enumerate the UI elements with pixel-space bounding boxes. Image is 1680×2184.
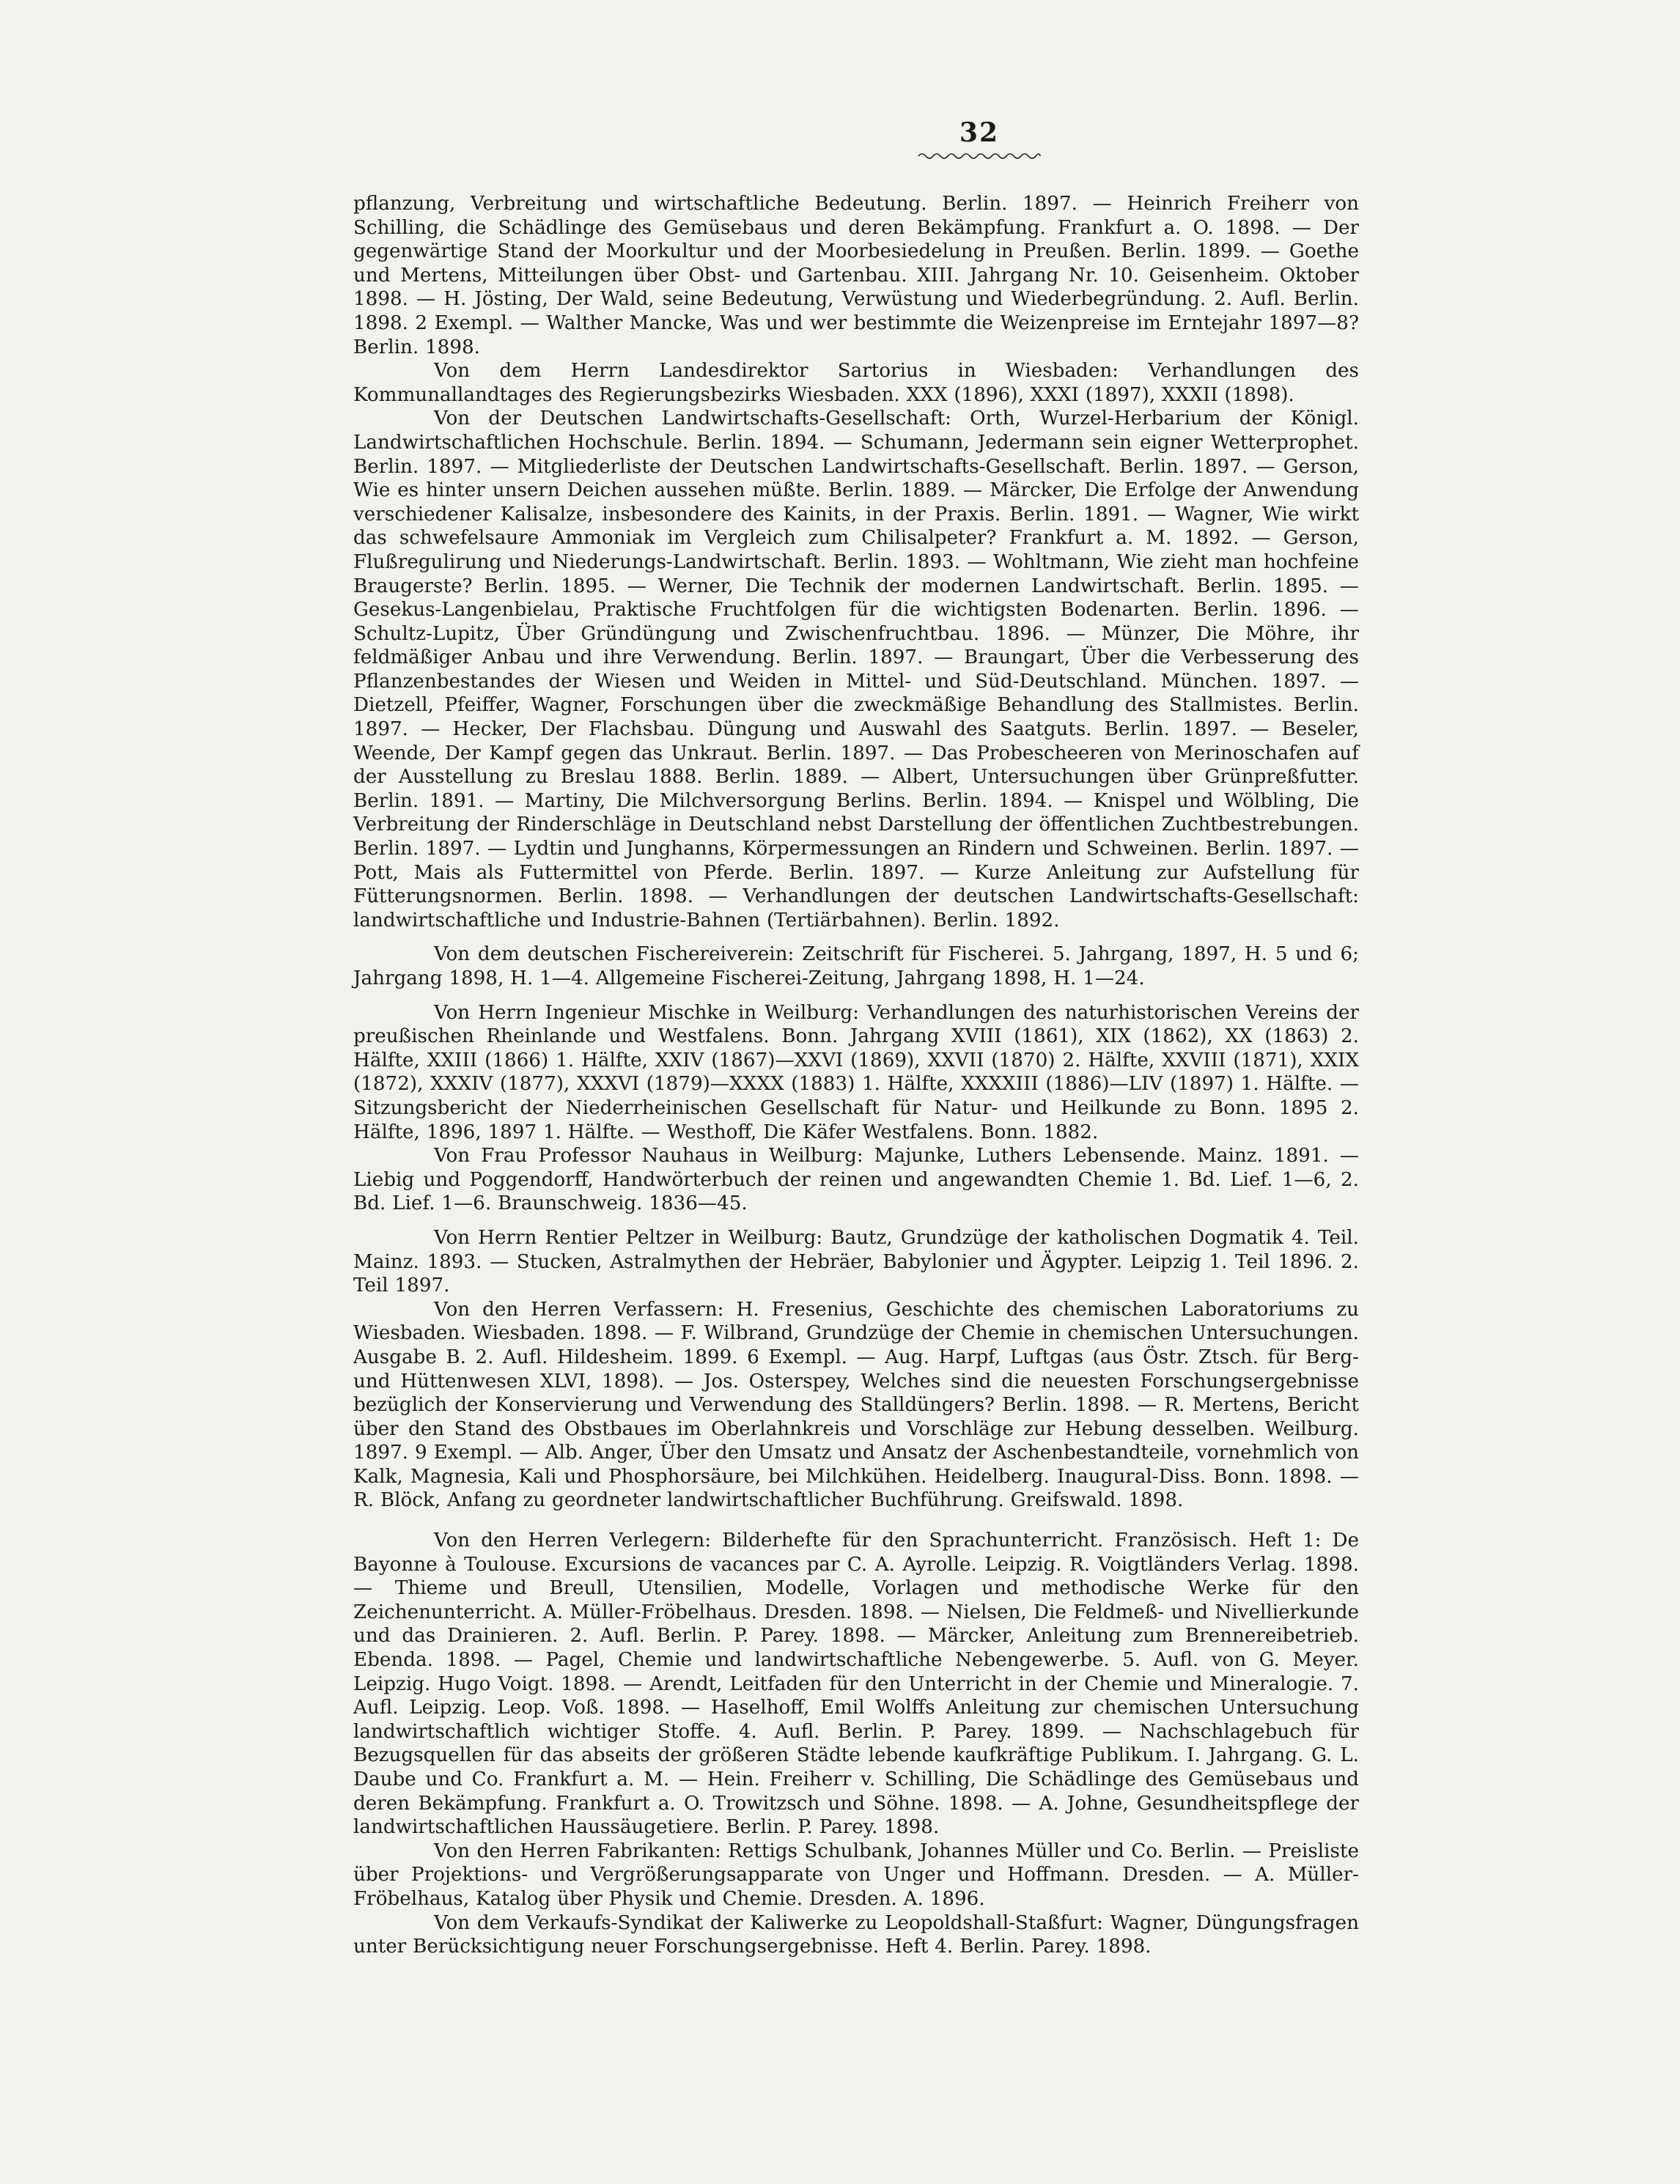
text-column [353, 192, 1359, 1959]
paragraph-text: Zeitschrift für Fischerei. 5. Jahrgang, 1897, H. 5 und 6; Jahrgang 1898, H. 1—4. Allgemeine Fischerei-Zeitung, Jahrgang 1898, H. 1—24. [353, 943, 1360, 989]
paragraph-text: Bautz, Grundzüge der katholischen Dogmatik 4. Teil. Mainz. 1893. — Stucken, Astralmythen der Hebräer, Babylonier und Ägypter. Leipzig 1. Teil 1896. 2. Teil 1897. [353, 1226, 1359, 1297]
page-header [906, 117, 1053, 161]
page-number: 32 [959, 117, 1000, 148]
paragraph-donation-peltzer [353, 1226, 1359, 1298]
donor-heading: Von Herrn Rentier Peltzer in Weilburg: [434, 1226, 831, 1249]
paragraph-text: H. Fresenius, Geschichte des chemischen Laboratoriums zu Wiesbaden. Wiesbaden. 1898. — F. Wilbrand, Grundzüge der Chemie in chemischen Untersuchungen. Ausgabe B. 2. Aufl. Hildesheim. 1899. 6 Exempl. — Aug. Harpf, Luftgas (aus Östr. Ztsch. für Berg- und Hüttenwesen XLVI, 1898). — Jos. Osterspey, Welches sind die neuesten Forschungsergebnisse bezüglich der Konservierung und Verwendung des Stalldüngers? Berlin. 1898. — R. Mertens, Bericht über den Stand des Obstbaues im Oberlahnkreis und Vorschläge zur Hebung desselben. Weilburg. 1897. 9 Exempl. — Alb. Anger, Über den Umsatz und Ansatz der Aschenbestandteile, vornehmlich von Kalk, Magnesia, Kali und Phosphorsäure, bei Milchkühen. Heidelberg. Inaugural-Diss. Bonn. 1898. — R. Blöck, Anfang zu geordneter landwirtschaftlicher Buchführung. Greifswald. 1898. [353, 1298, 1359, 1512]
donor-heading: Von der Deutschen Landwirtschafts-Gesellschaft: [434, 407, 970, 430]
paragraph-donation-verleger [353, 1529, 1359, 1840]
donor-heading: Von dem Verkaufs-Syndikat der Kaliwerke zu Leopoldshall-Staßfurt: [434, 1911, 1110, 1934]
paragraph-donation-kaliwerke [353, 1911, 1359, 1959]
paragraph-text: Verhandlungen des naturhistorischen Vereins der preußischen Rheinlande und Westfalens. Bonn. Jahrgang XVIII (1861), XIX (1862), XX (1863) 2. Hälfte, XXIII (1866) 1. Hälfte, XXIV (1867)—XXVI (1869), XXVII (1870) 2. Hälfte, XXVIII (1871), XXIX (1872), XXXIV (1877), XXXVI (1879)—XXXX (1883) 1. Hälfte, XXXXIII (1886)—LIV (1897) 1. Hälfte. — Sitzungsbericht der Niederrheinischen Gesellschaft für Natur- und Heilkunde zu Bonn. 1895 2. Hälfte, 1896, 1897 1. Hälfte. — Westhoff, Die Käfer Westfalens. Bonn. 1882. [353, 1001, 1359, 1143]
donor-heading: Von Frau Professor Nauhaus in Weilburg: [434, 1145, 874, 1167]
donor-heading: Von dem deutschen Fischereiverein: [434, 943, 803, 966]
paragraph-donation-fischereiverein [353, 942, 1359, 990]
paragraph-text: Majunke, Luthers Lebensende. Mainz. 1891. — Liebig und Poggendorff, Handwörterbuch der reinen und angewandten Chemie 1. Bd. Lief. 1—6, 2. Bd. Lief. 1—6. Braunschweig. 1836—45. [353, 1145, 1359, 1215]
paragraph-donation-sartorius [353, 359, 1359, 407]
paragraph-donation-fabrikanten [353, 1840, 1359, 1911]
donor-heading: Von den Herren Verlegern: [434, 1530, 723, 1552]
donor-heading: Von Herrn Ingenieur Mischke in Weilburg: [434, 1001, 868, 1024]
paragraph-text: Verhandlungen des Kommunallandtages des Regierungsbezirks Wiesbaden. XXX (1896), XXXI (1897), XXXII (1898). [353, 360, 1359, 406]
paragraph-donation-verfasser [353, 1298, 1359, 1513]
paragraph-donation-mischke [353, 1001, 1359, 1145]
donor-heading: Von den Herren Verfassern: [434, 1298, 737, 1321]
wavy-rule-ornament [917, 151, 1042, 161]
paragraph-continuation [353, 192, 1359, 359]
paragraph-text: Rettigs Schulbank, Johannes Müller und Co. Berlin. — Preisliste über Projektions- und Vergrößerungsapparate von Unger und Hoffmann. Dresden. — A. Müller-Fröbelhaus, Katalog über Physik und Chemie. Dresden. A. 1896. [353, 1840, 1359, 1910]
paragraph-text: Wagner, Düngungsfragen unter Berücksichtigung neuer Forschungsergebnisse. Heft 4. Berlin. Parey. 1898. [353, 1911, 1359, 1958]
paragraph-donation-dlg [353, 407, 1359, 932]
donor-heading: Von den Herren Fabrikanten: [434, 1840, 729, 1862]
paragraph-donation-nauhaus [353, 1144, 1359, 1216]
paragraph-text: Orth, Wurzel-Herbarium der Königl. Landwirtschaftlichen Hochschule. Berlin. 1894. — Schumann, Jedermann sein eigner Wetterprophet. Berlin. 1897. — Mitgliederliste der Deutschen Landwirtschafts-Gesellschaft. Berlin. 1897. — Gerson, Wie es hinter unsern Deichen aussehen müßte. Berlin. 1889. — Märcker, Die Erfolge der Anwendung verschiedener Kalisalze, insbesondere des Kainits, in der Praxis. Berlin. 1891. — Wagner, Wie wirkt das schwefelsaure Ammoniak im Vergleich zum Chilisalpeter? Frankfurt a. M. 1892. — Gerson, Flußregulirung und Niederungs-Landwirtschaft. Berlin. 1893. — Wohltmann, Wie zieht man hochfeine Braugerste? Berlin. 1895. — Werner, Die Technik der modernen Landwirtschaft. Berlin. 1895. — Gesekus-Langenbielau, Praktische Fruchtfolgen für die wichtigsten Bodenarten. Berlin. 1896. — Schultz-Lupitz, Über Gründüngung und Zwischenfruchtbau. 1896. — Münzer, Die Möhre, ihr feldmäßiger Anbau und ihre Verwendung. Berlin. 1897. — Braungart, Über die Verbesserung des Pflanzenbestandes der Wiesen und Weiden in Mittel- und Süd-Deutschland. München. 1897. — Dietzell, Pfeiffer, Wagner, Forschungen über die zweckmäßige Behandlung des Stallmistes. Berlin. 1897. — Hecker, Der Flachsbau. Düngung und Auswahl des Saatguts. Berlin. 1897. — Beseler, Weende, Der Kampf gegen das Unkraut. Berlin. 1897. — Das Probescheeren von Merinoschafen auf der Ausstellung zu Breslau 1888. Berlin. 1889. — Albert, Untersuchungen über Grünpreßfutter. Berlin. 1891. — Martiny, Die Milchversorgung Berlins. Berlin. 1894. — Knispel und Wölbling, Die Verbreitung der Rinderschläge in Deutschland nebst Darstellung der öffentlichen Zuchtbestrebungen. Berlin. 1897. — Lydtin und Junghanns, Körpermessungen an Rindern und Schweinen. Berlin. 1897. — Pott, Mais als Futtermittel von Pferde. Berlin. 1897. — Kurze Anleitung zur Aufstellung für Fütterungsnormen. Berlin. 1898. — Verhandlungen der deutschen Landwirtschafts-Gesellschaft: landwirtschaftliche und Industrie-Bahnen (Tertiärbahnen). Berlin. 1892. [353, 407, 1359, 931]
paragraph-text: Bilderhefte für den Sprachunterricht. Französisch. Heft 1: De Bayonne à Toulouse. Excursions de vacances par C. A. Ayrolle. Leipzig. R. Voigtländers Verlag. 1898. — Thieme und Breull, Utensilien, Modelle, Vorlagen und methodische Werke für den Zeichenunterricht. A. Müller-Fröbelhaus. Dresden. 1898. — Nielsen, Die Feldmeß- und Nivellierkunde und das Drainieren. 2. Aufl. Berlin. P. Parey. 1898. — Märcker, Anleitung zum Brennereibetrieb. Ebenda. 1898. — Pagel, Chemie und landwirtschaftliche Nebengewerbe. 5. Aufl. von G. Meyer. Leipzig. Hugo Voigt. 1898. — Arendt, Leitfaden für den Unterricht in der Chemie und Mineralogie. 7. Aufl. Leipzig. Leop. Voß. 1898. — Haselhoff, Emil Wolffs Anleitung zur chemischen Untersuchung landwirtschaftlich wichtiger Stoffe. 4. Aufl. Berlin. P. Parey. 1899. — Nachschlagebuch für Bezugsquellen für das abseits der größeren Städte lebende kaufkräftige Publikum. I. Jahrgang. G. L. Daube und Co. Frankfurt a. M. — Hein. Freiherr v. Schilling, Die Schädlinge des Gemüsebaus und deren Bekämpfung. Frankfurt a. O. Trowitzsch und Söhne. 1898. — A. Johne, Gesundheitspflege der landwirtschaftlichen Haussäugetiere. Berlin. P. Parey. 1898. [353, 1530, 1359, 1839]
paragraph-text: pflanzung, Verbreitung und wirtschaftliche Bedeutung. Berlin. 1897. — Heinrich Freiherr von Schilling, die Schädlinge des Gemüsebaus und deren Bekämpfung. Frankfurt a. O. 1898. — Der gegenwärtige Stand der Moorkultur und der Moorbesiedelung in Preußen. Berlin. 1899. — Goethe und Mertens, Mitteilungen über Obst- und Gartenbau. XIII. Jahrgang Nr. 10. Geisenheim. Oktober 1898. — H. Jösting, Der Wald, seine Bedeutung, Verwüstung und Wiederbegründung. 2. Aufl. Berlin. 1898. 2 Exempl. — Walther Mancke, Was und wer bestimmte die Weizenpreise im Erntejahr 1897—8? Berlin. 1898. [353, 193, 1359, 358]
donor-heading: Von dem Herrn Landesdirektor Sartorius in Wiesbaden: [434, 360, 1149, 383]
